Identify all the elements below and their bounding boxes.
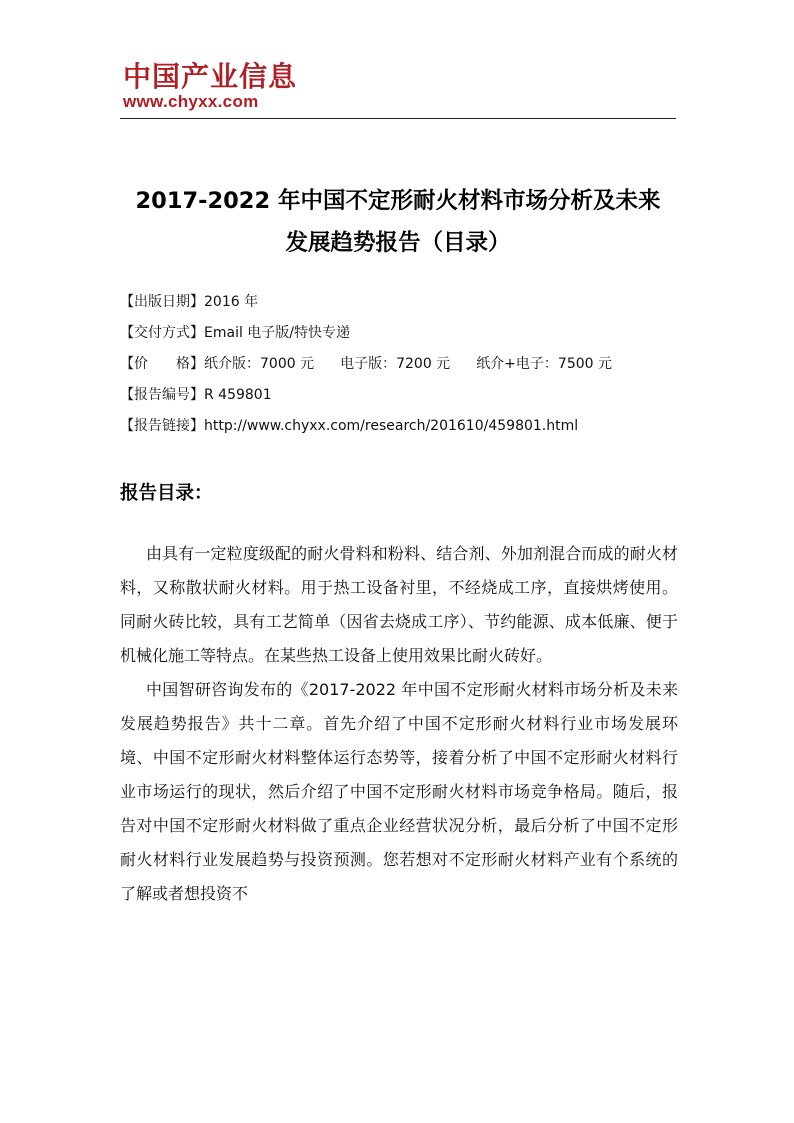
paragraph: 中国智研咨询发布的《2017-2022 年中国不定形耐火材料市场分析及未来发展趋势报告》共十二章。首先介绍了中国不定形耐火材料行业市场发展环境、中国不定形耐火材料整体运行态势等，接着分析了中国不定形耐火材料行业市场运行的现状，然后介绍了中国不定形耐火材料市场竞争格局。随后，报告对中国不定形耐火材料做了重点企业经营状况分析，最后分析了中国不定形耐火材料行业发展趋势与投资预测。您若想对不定形耐火材料产业有个系统的了解或者想投资不 [120,680,678,903]
meta-report-link [120,411,700,442]
meta-value: Email 电子版/特快专递 [204,325,351,341]
meta-delivery [120,318,700,349]
price-electronic: 电子版：7200 元 [340,356,451,372]
meta-label: 【交付方式】 [120,325,204,341]
price-combined: 纸介+电子：7500 元 [476,356,612,372]
meta-report-number [120,380,700,411]
header-divider [120,118,676,119]
price-paper: 纸介版：7000 元 [204,356,315,372]
report-link[interactable]: http://www.chyxx.com/research/201610/459801.html [204,418,579,434]
logo-url[interactable]: www.chyxx.com [123,92,259,111]
meta-price [120,349,700,380]
meta-value: R 459801 [204,387,272,403]
document-title-line-1: 2017-2022 年中国不定形耐火材料市场分析及未来 [135,188,661,214]
section-heading: 报告目录： [120,483,213,504]
meta-publish-date [120,287,700,318]
meta-label: 【出版日期】 [120,294,204,310]
meta-label: 【报告编号】 [120,387,204,403]
paragraph: 由具有一定粒度级配的耐火骨料和粉料、结合剂、外加剂混合而成的耐火材料，又称散状耐火材料。用于热工设备衬里，不经烧成工序，直接烘烤使用。同耐火砖比较，具有工艺简单（因省去烧成工序）、节约能源、成本低廉、便于机械化施工等特点。在某些热工设备上使用效果比耐火砖好。 [120,544,678,665]
logo-title: 中国产业信息 [123,60,298,93]
meta-label: 【价 格】 [120,356,204,372]
body-text [120,537,678,911]
document-title-line-2: 发展趋势报告（目录） [285,230,511,256]
meta-value: 2016 年 [204,294,259,310]
report-metadata [120,287,700,442]
site-logo[interactable] [123,62,297,111]
meta-label: 【报告链接】 [120,418,204,434]
document-title [110,180,686,264]
